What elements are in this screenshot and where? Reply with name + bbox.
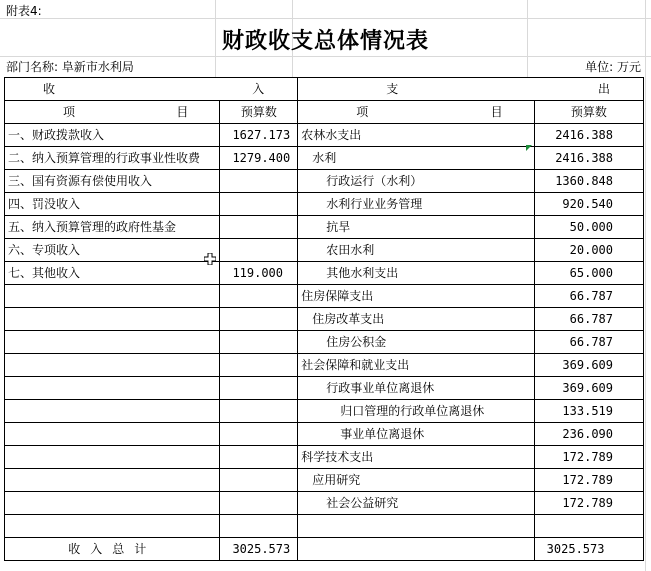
- income-budget-cell[interactable]: [220, 469, 298, 492]
- annex-label: 附表4:: [6, 4, 42, 18]
- expense-budget-cell[interactable]: 172.789: [534, 492, 643, 515]
- expense-item-cell[interactable]: 事业单位离退休: [298, 423, 534, 446]
- fiscal-table: [4, 77, 644, 561]
- expense-item-cell[interactable]: 抗旱: [298, 216, 534, 239]
- expense-header-cell[interactable]: [298, 78, 644, 101]
- expense-header-a: 支: [386, 82, 399, 96]
- expense-budget-cell[interactable]: 369.609: [534, 377, 643, 400]
- income-item-cell[interactable]: 七、其他收入: [5, 262, 220, 285]
- expense-item-cell[interactable]: 行政运行（水利）: [298, 170, 534, 193]
- income-budget-cell[interactable]: 119.000: [220, 262, 298, 285]
- table-row: [5, 308, 644, 331]
- expense-item-cell[interactable]: 行政事业单位离退休: [298, 377, 534, 400]
- expense-item-cell[interactable]: 住房改革支出: [298, 308, 534, 331]
- expense-item-cell[interactable]: 归口管理的行政单位离退休: [298, 400, 534, 423]
- sheet-gridline: [0, 18, 651, 19]
- expense-item-cell[interactable]: 农林水支出: [298, 124, 534, 147]
- table-row: [5, 170, 644, 193]
- table-row: [5, 216, 644, 239]
- table-row: [5, 147, 644, 170]
- income-budget-cell[interactable]: [220, 492, 298, 515]
- expense-budget-cell[interactable]: 1360.848: [534, 170, 643, 193]
- expense-budget-cell[interactable]: 66.787: [534, 308, 643, 331]
- income-budget-cell[interactable]: [220, 193, 298, 216]
- expense-budget-cell[interactable]: [534, 515, 643, 538]
- income-item-cell[interactable]: [5, 377, 220, 400]
- cell-cursor-icon: [204, 253, 216, 265]
- department-label: 部门名称: 阜新市水利局: [6, 60, 134, 74]
- table-row: [5, 515, 644, 538]
- income-budget-cell[interactable]: [220, 515, 298, 538]
- income-budget-cell[interactable]: [220, 170, 298, 193]
- expense-item-cell[interactable]: 住房保障支出: [298, 285, 534, 308]
- income-item-cell[interactable]: 六、专项收入: [5, 239, 220, 262]
- table-row: [5, 492, 644, 515]
- income-budget-header[interactable]: 预算数: [220, 101, 298, 124]
- expense-item-cell[interactable]: 水利行业业务管理: [298, 193, 534, 216]
- income-item-cell[interactable]: 二、纳入预算管理的行政事业性收费: [5, 147, 220, 170]
- expense-item-cell[interactable]: 社会公益研究: [298, 492, 534, 515]
- expense-budget-cell[interactable]: 66.787: [534, 285, 643, 308]
- table-row: [5, 446, 644, 469]
- expense-budget-cell[interactable]: 920.540: [534, 193, 643, 216]
- unit-label: 单位: 万元: [585, 60, 641, 74]
- expense-item-cell[interactable]: 农田水利: [298, 239, 534, 262]
- income-item-cell[interactable]: [5, 492, 220, 515]
- item-header-a: 项: [63, 105, 76, 119]
- table-row: [5, 400, 644, 423]
- table-row: [5, 354, 644, 377]
- expense-budget-cell[interactable]: 133.519: [534, 400, 643, 423]
- income-budget-cell[interactable]: [220, 285, 298, 308]
- table-row: [5, 239, 644, 262]
- expense-budget-cell[interactable]: 172.789: [534, 446, 643, 469]
- income-item-cell[interactable]: [5, 469, 220, 492]
- income-budget-cell[interactable]: [220, 377, 298, 400]
- table-row: [5, 331, 644, 354]
- table-row: [5, 193, 644, 216]
- income-item-cell[interactable]: [5, 446, 220, 469]
- expense-budget-cell[interactable]: 50.000: [534, 216, 643, 239]
- expense-budget-cell[interactable]: 369.609: [534, 354, 643, 377]
- header-row-columns: [5, 101, 644, 124]
- income-budget-cell[interactable]: [220, 446, 298, 469]
- income-header-b: 入: [252, 82, 265, 96]
- expense-item-cell[interactable]: 社会保障和就业支出: [298, 354, 534, 377]
- expense-item-cell[interactable]: 科学技术支出: [298, 446, 534, 469]
- expense-item-cell[interactable]: 应用研究: [298, 469, 534, 492]
- expense-budget-header[interactable]: 预算数: [534, 101, 643, 124]
- income-header-a: 收: [43, 82, 56, 96]
- table-row: [5, 262, 644, 285]
- sheet-gridline: [645, 0, 646, 571]
- income-budget-cell[interactable]: [220, 308, 298, 331]
- income-item-cell[interactable]: 三、国有资源有偿使用收入: [5, 170, 220, 193]
- expense-budget-cell[interactable]: 20.000: [534, 239, 643, 262]
- expense-budget-cell[interactable]: 2416.388: [534, 147, 643, 170]
- income-budget-cell[interactable]: [220, 354, 298, 377]
- income-item-cell[interactable]: [5, 331, 220, 354]
- expense-budget-cell[interactable]: 66.787: [534, 331, 643, 354]
- expense-item-header[interactable]: [298, 101, 534, 124]
- income-item-cell[interactable]: 五、纳入预算管理的政府性基金: [5, 216, 220, 239]
- expense-budget-cell[interactable]: 65.000: [534, 262, 643, 285]
- expense-item-cell[interactable]: 住房公积金: [298, 331, 534, 354]
- expense-total-value[interactable]: 3025.573: [534, 538, 643, 561]
- table-row: [5, 423, 644, 446]
- income-item-header[interactable]: [5, 101, 220, 124]
- income-budget-cell[interactable]: [220, 423, 298, 446]
- expense-item-cell[interactable]: [298, 515, 534, 538]
- totals-row: [5, 538, 644, 561]
- income-item-cell[interactable]: [5, 285, 220, 308]
- expense-total-label[interactable]: [298, 538, 534, 561]
- cell-comment-marker: [526, 145, 532, 151]
- income-total-value[interactable]: 3025.573: [220, 538, 298, 561]
- table-row: [5, 285, 644, 308]
- item-header-b: 目: [176, 105, 189, 119]
- income-budget-cell[interactable]: [220, 331, 298, 354]
- income-item-cell[interactable]: [5, 354, 220, 377]
- income-item-cell[interactable]: [5, 423, 220, 446]
- expense-header-b: 出: [597, 82, 610, 96]
- table-row: [5, 124, 644, 147]
- expense-item-cell[interactable]: 其他水利支出: [298, 262, 534, 285]
- income-budget-cell[interactable]: 1627.173: [220, 124, 298, 147]
- income-item-cell[interactable]: [5, 515, 220, 538]
- income-budget-cell[interactable]: [220, 400, 298, 423]
- income-item-cell[interactable]: 四、罚没收入: [5, 193, 220, 216]
- item-header-b: 目: [490, 105, 503, 119]
- income-budget-cell[interactable]: [220, 239, 298, 262]
- income-total-label[interactable]: 收入总计: [5, 538, 220, 561]
- table-row: [5, 469, 644, 492]
- item-header-a: 项: [356, 105, 369, 119]
- header-row-main: [5, 78, 644, 101]
- income-item-cell[interactable]: [5, 400, 220, 423]
- income-budget-cell[interactable]: 1279.400: [220, 147, 298, 170]
- expense-budget-cell[interactable]: 2416.388: [534, 124, 643, 147]
- income-header-cell[interactable]: [5, 78, 298, 101]
- income-item-cell[interactable]: 一、财政拨款收入: [5, 124, 220, 147]
- expense-item-cell[interactable]: 水利: [298, 147, 534, 170]
- table-row: [5, 377, 644, 400]
- page-title: 财政收支总体情况表: [221, 28, 429, 54]
- expense-budget-cell[interactable]: 172.789: [534, 469, 643, 492]
- income-item-cell[interactable]: [5, 308, 220, 331]
- expense-budget-cell[interactable]: 236.090: [534, 423, 643, 446]
- sheet-gridline: [0, 56, 651, 57]
- income-budget-cell[interactable]: [220, 216, 298, 239]
